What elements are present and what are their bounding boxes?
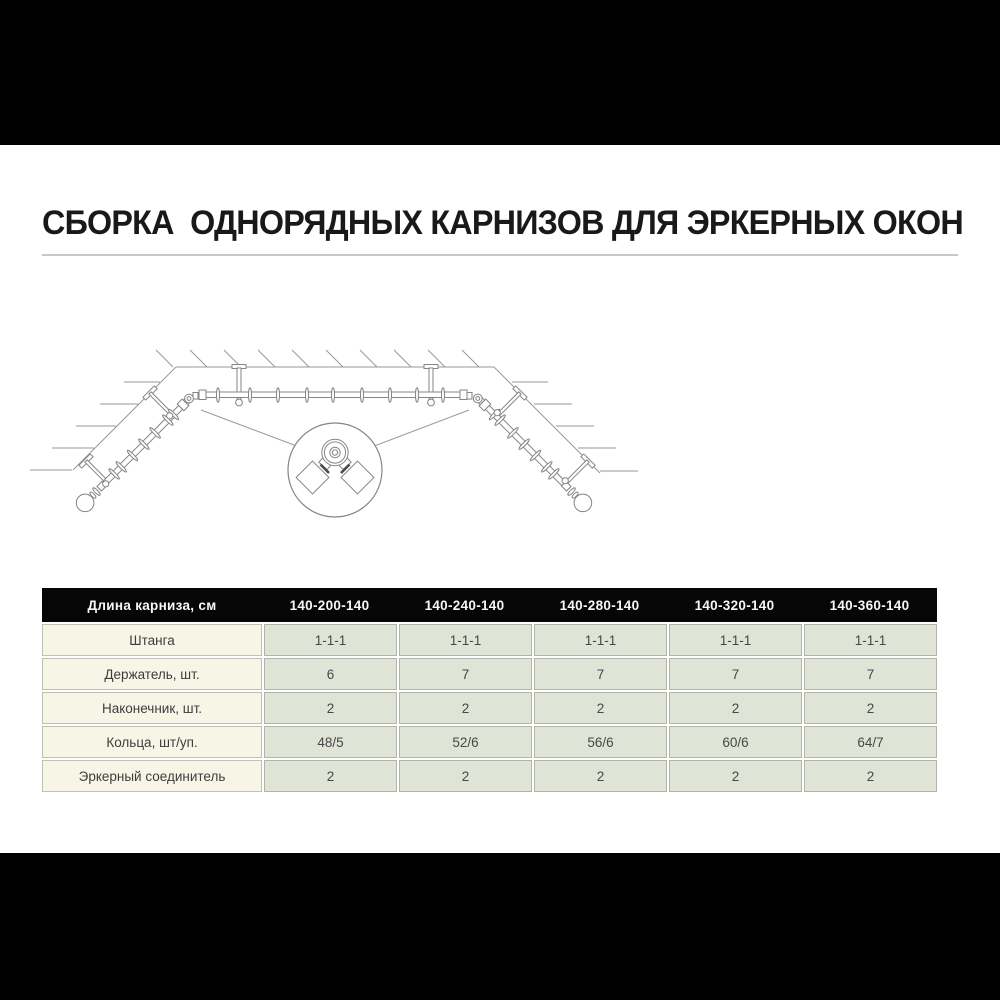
- value-cell: 1-1-1: [399, 624, 532, 656]
- value-cell: 7: [534, 658, 667, 690]
- header-cell: 140-280-140: [532, 588, 667, 622]
- left-angled-rod-with-rings: [73, 393, 196, 516]
- spec-table-header: [42, 588, 937, 622]
- value-cell: 64/7: [804, 726, 937, 758]
- value-cell: 1-1-1: [669, 624, 802, 656]
- letterbox-top: [0, 0, 1000, 145]
- value-cell: 2: [399, 692, 532, 724]
- value-cell: 2: [669, 760, 802, 792]
- table-row: [42, 726, 937, 758]
- wall-hatching-left: [30, 382, 160, 470]
- value-cell: 60/6: [669, 726, 802, 758]
- value-cell: 7: [669, 658, 802, 690]
- table-row: [42, 692, 937, 724]
- value-cell: 1-1-1: [804, 624, 937, 656]
- header-cell: 140-240-140: [397, 588, 532, 622]
- bay-cornice-assembly-diagram: [20, 340, 650, 520]
- table-row: [42, 624, 937, 656]
- row-label-cell: Держатель, шт.: [42, 658, 262, 690]
- value-cell: 2: [534, 692, 667, 724]
- page-title: [42, 204, 1000, 242]
- bay-swivel-connector: [473, 394, 482, 403]
- value-cell: 2: [534, 760, 667, 792]
- spec-table: [42, 588, 937, 792]
- spec-table-body: [42, 624, 937, 792]
- value-cell: 56/6: [534, 726, 667, 758]
- header-cell: Длина карниза, см: [42, 588, 262, 622]
- wall-hatching-right: [512, 382, 638, 471]
- value-cell: 2: [669, 692, 802, 724]
- title-divider: [42, 254, 958, 256]
- row-label-cell: Эркерный соединитель: [42, 760, 262, 792]
- value-cell: 7: [804, 658, 937, 690]
- header-cell: 140-360-140: [802, 588, 937, 622]
- value-cell: 1-1-1: [534, 624, 667, 656]
- row-label-cell: Наконечник, шт.: [42, 692, 262, 724]
- value-cell: 2: [804, 760, 937, 792]
- value-cell: 52/6: [399, 726, 532, 758]
- value-cell: 2: [264, 760, 397, 792]
- bay-swivel-connector: [185, 394, 194, 403]
- value-cell: 7: [399, 658, 532, 690]
- value-cell: 2: [399, 760, 532, 792]
- value-cell: 2: [804, 692, 937, 724]
- row-label-cell: Штанга: [42, 624, 262, 656]
- page-title-text: СБОРКА ОДНОРЯДНЫХ КАРНИЗОВ ДЛЯ ЭРКЕРНЫХ ОКОН: [42, 204, 963, 242]
- detail-magnifier-circle: [288, 423, 382, 517]
- value-cell: 6: [264, 658, 397, 690]
- header-cell: 140-320-140: [667, 588, 802, 622]
- row-label-cell: Кольца, шт/уп.: [42, 726, 262, 758]
- value-cell: 1-1-1: [264, 624, 397, 656]
- letterbox-bottom: [0, 853, 1000, 1000]
- value-cell: 48/5: [264, 726, 397, 758]
- value-cell: 2: [264, 692, 397, 724]
- right-angled-rod-with-rings: [473, 393, 596, 516]
- table-row: [42, 658, 937, 690]
- table-row: [42, 760, 937, 792]
- header-cell: 140-200-140: [262, 588, 397, 622]
- table-header-row: [42, 588, 937, 622]
